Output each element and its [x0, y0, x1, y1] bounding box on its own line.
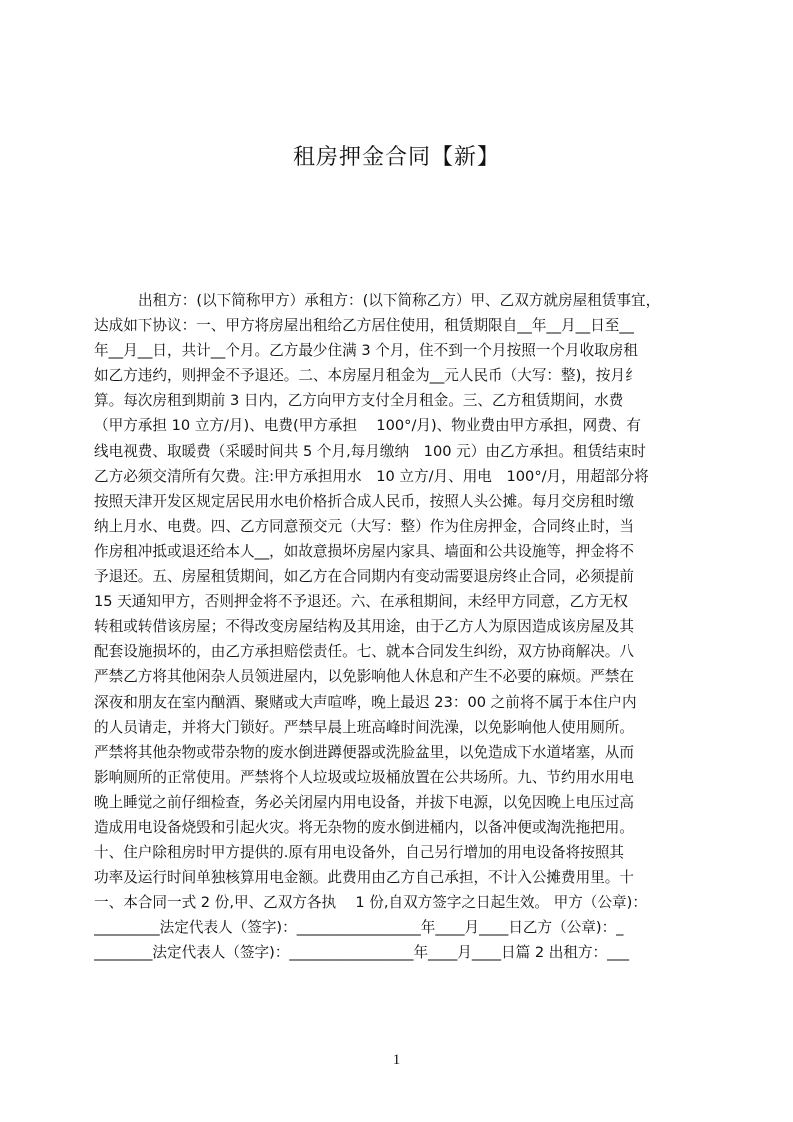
contract-text-line: 影响厕所的正常使用。严禁将个人垃圾或垃圾桶放置在公共场所。九、节约用水用电 — [94, 768, 634, 786]
contract-text-line: 线电视费、取暖费（采暖时间共 5 个月,每月缴纳 100 元）由乙方承担。租赁结束时 — [94, 442, 646, 460]
contract-text-line: 一、本合同一式 2 份,甲、乙双方各执 1 份,自双方签字之日起生效。 甲方（公章)： — [94, 894, 647, 912]
contract-text-line: 晚上睡觉之前仔细检查，务必关闭屋内用电设备，并拔下电源，以免因晚上电压过高 — [94, 793, 634, 811]
contract-text-line: 乙方必须交清所有欠费。注:甲方承担用水 10 立方/月、用电 100°/月，用超部分将 — [94, 467, 649, 485]
page-number: 1 — [392, 1052, 401, 1068]
contract-text-line: 15 天通知甲方，否则押金将不予退还。六、在承租期间，未经甲方同意，乙方无权 — [94, 593, 628, 611]
contract-text-line: 年__月__日，共计__个月。乙方最少住满 3 个月，住不到一个月按照一个月收取房租 — [94, 342, 638, 360]
contract-text-line: 予退还。五、房屋租赁期间，如乙方在合同期内有变动需要退房终止合同，必须提前 — [94, 568, 634, 586]
contract-text-line: 纳上月水、电费。四、乙方同意预交元（大写：整）作为住房押金，合同终止时，当 — [94, 517, 634, 535]
contract-text-line: 达成如下协议：一、甲方将房屋出租给乙方居住使用，租赁期限自__年__月__日至__ — [94, 317, 634, 335]
contract-text-line: 算。每次房租到期前 3 日内，乙方向甲方支付全月租金。三、乙方租赁期间，水费 — [94, 392, 624, 410]
contract-text-line: 作房租冲抵或退还给本人__，如故意损坏房屋内家具、墙面和公共设施等，押金将不 — [94, 542, 634, 560]
contract-text-line: 配套设施损坏的，由乙方承担赔偿责任。七、就本合同发生纠纷，双方协商解决。八 — [94, 643, 634, 661]
contract-text-line: 按照天津开发区规定居民用水电价格折合成人民币，按照人头公摊。每月交房租时缴 — [94, 492, 634, 510]
contract-text-line: 十、住户除租房时甲方提供的.原有用电设备外，自己另行增加的用电设备将按照其 — [94, 844, 625, 862]
contract-text-line: 如乙方违约，则押金不予退还。二、本房屋月租金为__元人民币（大写：整)，按月纟 — [94, 367, 640, 385]
contract-text-line: 深夜和朋友在室内酗酒、聚赌或大声喧哗，晚上最迟 23：00 之前将不属于本住户内 — [94, 693, 637, 711]
page-title: 租房押金合同【新】 — [292, 145, 500, 170]
contract-text-line: 出租方：(以下简称甲方）承租方：(以下简称乙方）甲、乙双方就房屋租赁事宜， — [138, 292, 661, 309]
contract-text-line: 的人员请走，并将大门锁好。严禁早晨上班高峰时间洗澡，以免影响他人使用厕所。 — [94, 718, 634, 736]
contract-text-line: 严禁乙方将其他闲杂人员领进屋内，以免影响他人休息和产生不必要的麻烦。严禁在 — [94, 668, 634, 686]
contract-text-line: 转租或转借该房屋；不得改变房屋结构及其用途，由于乙方人为原因造成该房屋及其 — [94, 618, 634, 636]
contract-text-line: _________法定代表人（签字)：_________________年____月____日乙方（公章)：_ — [94, 919, 624, 937]
contract-text-line: （甲方承担 10 立方/月)、电费(甲方承担 100°/月)、物业费由甲方承担，网费、有 — [94, 417, 641, 435]
contract-text-line: ________法定代表人（签字)：_________________年____月____日篇 2 出租方：___ — [94, 944, 630, 962]
contract-text-line: 严禁将其他杂物或带杂物的废水倒进蹲便器或洗脸盆里，以免造成下水道堵塞，从而 — [94, 743, 634, 761]
contract-text-line: 功率及运行时间单独核算用电金额。此费用由乙方自己承担，不计入公摊费用里。十 — [94, 869, 634, 887]
contract-body — [94, 288, 700, 966]
contract-text-line: 造成用电设备烧毁和引起火灾。将无杂物的废水倒进桶内，以备冲便或淘洗拖把用。 — [94, 818, 634, 836]
